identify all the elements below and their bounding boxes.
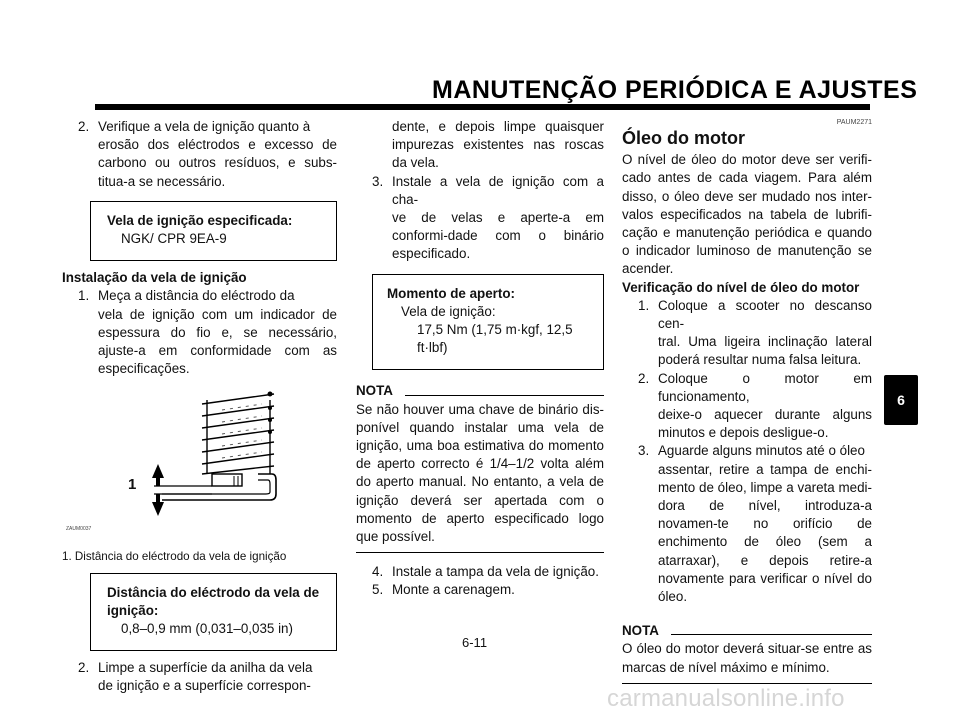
list-item bbox=[356, 563, 604, 581]
list-number: 5. bbox=[372, 582, 384, 598]
column-right bbox=[622, 118, 872, 694]
list-item bbox=[62, 287, 337, 305]
list-number: 3. bbox=[638, 443, 650, 459]
spec-box-title: Distância do eléctrodo da vela de ignição: bbox=[107, 584, 320, 618]
spec-box-title: Vela de ignição especificada: bbox=[107, 212, 293, 228]
note-heading bbox=[356, 382, 604, 400]
list-text: Meça a distância do eléctrodo da bbox=[98, 288, 295, 304]
column-left bbox=[62, 118, 337, 696]
list-number: 4. bbox=[372, 564, 384, 580]
figure-caption: 1. Distância do eléctrodo da vela de ignição bbox=[62, 550, 287, 564]
note-rule bbox=[405, 395, 604, 396]
list-text-continued: vela de ignição com um indicador de espessura do fio e, se necessário, ajuste-a em conformidade com as especificações. bbox=[98, 306, 337, 377]
note-label: NOTA bbox=[356, 383, 393, 399]
spec-box-electrode-gap bbox=[90, 573, 337, 652]
list-text-continued: ve de velas e aperte-a em conformi-dade com o binário especificado. bbox=[392, 210, 604, 262]
list-text-continued: dente, e depois limpe quaisquer impurezas existentes nas roscas da vela. bbox=[392, 119, 604, 171]
list-text: Aguarde alguns minutos até o óleo bbox=[658, 443, 865, 459]
list-text-continued: deixe-o aquecer durante alguns minutos e depois desligue-o. bbox=[658, 407, 872, 441]
list-item bbox=[622, 442, 872, 460]
note-heading bbox=[622, 622, 872, 640]
note-rule bbox=[671, 634, 872, 635]
spec-box-label: Vela de ignição: bbox=[401, 303, 496, 319]
list-text: Coloque o motor em funcionamento, bbox=[658, 370, 872, 404]
spec-box-value: 0,8–0,9 mm (0,031–0,035 in) bbox=[121, 621, 293, 637]
section-title: Óleo do motor bbox=[622, 128, 745, 148]
section-code: PAUM2271 bbox=[836, 119, 872, 126]
note-end-rule bbox=[622, 683, 872, 684]
list-item bbox=[62, 118, 337, 136]
header-rule bbox=[95, 104, 870, 110]
list-number: 2. bbox=[78, 119, 90, 134]
list-item bbox=[356, 581, 604, 599]
list-item bbox=[622, 370, 872, 406]
list-text-continued: assentar, retire a tampa de enchi-mento de óleo, limpe a vareta medi-dora de nível, introduza-a novamen-te no orifício de enchimento de óleo (sem a atarraxar), e depois retire-a novamente para verificar o nível do óleo. bbox=[658, 461, 872, 605]
figure-callout-number: 1 bbox=[128, 476, 137, 494]
spark-plug-gap-figure bbox=[62, 390, 337, 540]
list-item bbox=[622, 297, 872, 333]
check-heading: Verificação do nível de óleo do motor bbox=[622, 279, 860, 295]
list-number: 2. bbox=[638, 370, 650, 386]
list-text: Coloque a scooter no descanso cen- bbox=[658, 297, 872, 332]
list-text: Verifique a vela de ignição quanto à bbox=[98, 119, 311, 134]
spec-box-spark-plug bbox=[90, 201, 337, 261]
list-text: Instale a tampa da vela de ignição. bbox=[392, 564, 599, 580]
note-text: Se não houver uma chave de binário dis-ponível quando instalar uma vela de ignição, uma boa estimativa do momento de aperto correcto é 1/4–1/2 volta além do aperto manual. No entanto, a vela de ignição deverá ser apertada com o momento de aperto especificado logo que possível. bbox=[356, 401, 604, 545]
section-intro: O nível de óleo do motor deve ser verifi-cado antes de cada viagem. Para além disso, o óleo deve ser mudado nos inter-valos especificados na tabela de lubrifi-cação e manutenção periódica e quando o indicador luminoso de manutenção se acender. bbox=[622, 152, 872, 277]
spark-plug-illustration bbox=[62, 390, 337, 540]
spec-box-torque bbox=[372, 274, 604, 371]
chapter-tab[interactable] bbox=[884, 375, 918, 425]
watermark: carmanualsonline.info bbox=[607, 685, 845, 712]
list-number: 1. bbox=[638, 297, 650, 313]
list-item bbox=[356, 173, 604, 209]
spec-box-value: NGK/ CPR 9EA-9 bbox=[121, 231, 227, 247]
note-end-rule bbox=[356, 552, 604, 553]
list-number: 3. bbox=[372, 173, 384, 189]
page-header-title: MANUTENÇÃO PERIÓDICA E AJUSTES bbox=[432, 76, 918, 104]
list-number: 1. bbox=[78, 288, 90, 304]
page-number: 6-11 bbox=[462, 635, 488, 650]
list-item bbox=[62, 659, 337, 677]
list-text: Instale a vela de ignição com a cha- bbox=[392, 173, 604, 207]
list-number: 2. bbox=[78, 660, 90, 676]
note-label: NOTA bbox=[622, 623, 659, 639]
column-middle bbox=[356, 118, 604, 600]
list-text-continued: erosão dos eléctrodos e excesso de carbono ou outros resíduos, e subs-titua-a se necessário. bbox=[98, 137, 337, 189]
list-text-continued: tral. Uma ligeira inclinação lateral poderá resultar numa falsa leitura. bbox=[658, 334, 872, 368]
note-text: O óleo do motor deverá situar-se entre as marcas de nível máximo e mínimo. bbox=[622, 641, 872, 675]
spec-box-value: 17,5 Nm (1,75 m·kgf, 12,5 ft·lbf) bbox=[417, 322, 573, 356]
chapter-tab-label: 6 bbox=[897, 392, 905, 408]
list-text: Monte a carenagem. bbox=[392, 582, 515, 598]
install-heading: Instalação da vela de ignição bbox=[62, 270, 247, 286]
list-text-continued: de ignição e a superfície correspon- bbox=[98, 678, 311, 694]
list-text: Limpe a superfície da anilha da vela bbox=[98, 660, 313, 676]
spec-box-title: Momento de aperto: bbox=[387, 285, 515, 301]
figure-code: ZAUM0037 bbox=[66, 526, 92, 533]
